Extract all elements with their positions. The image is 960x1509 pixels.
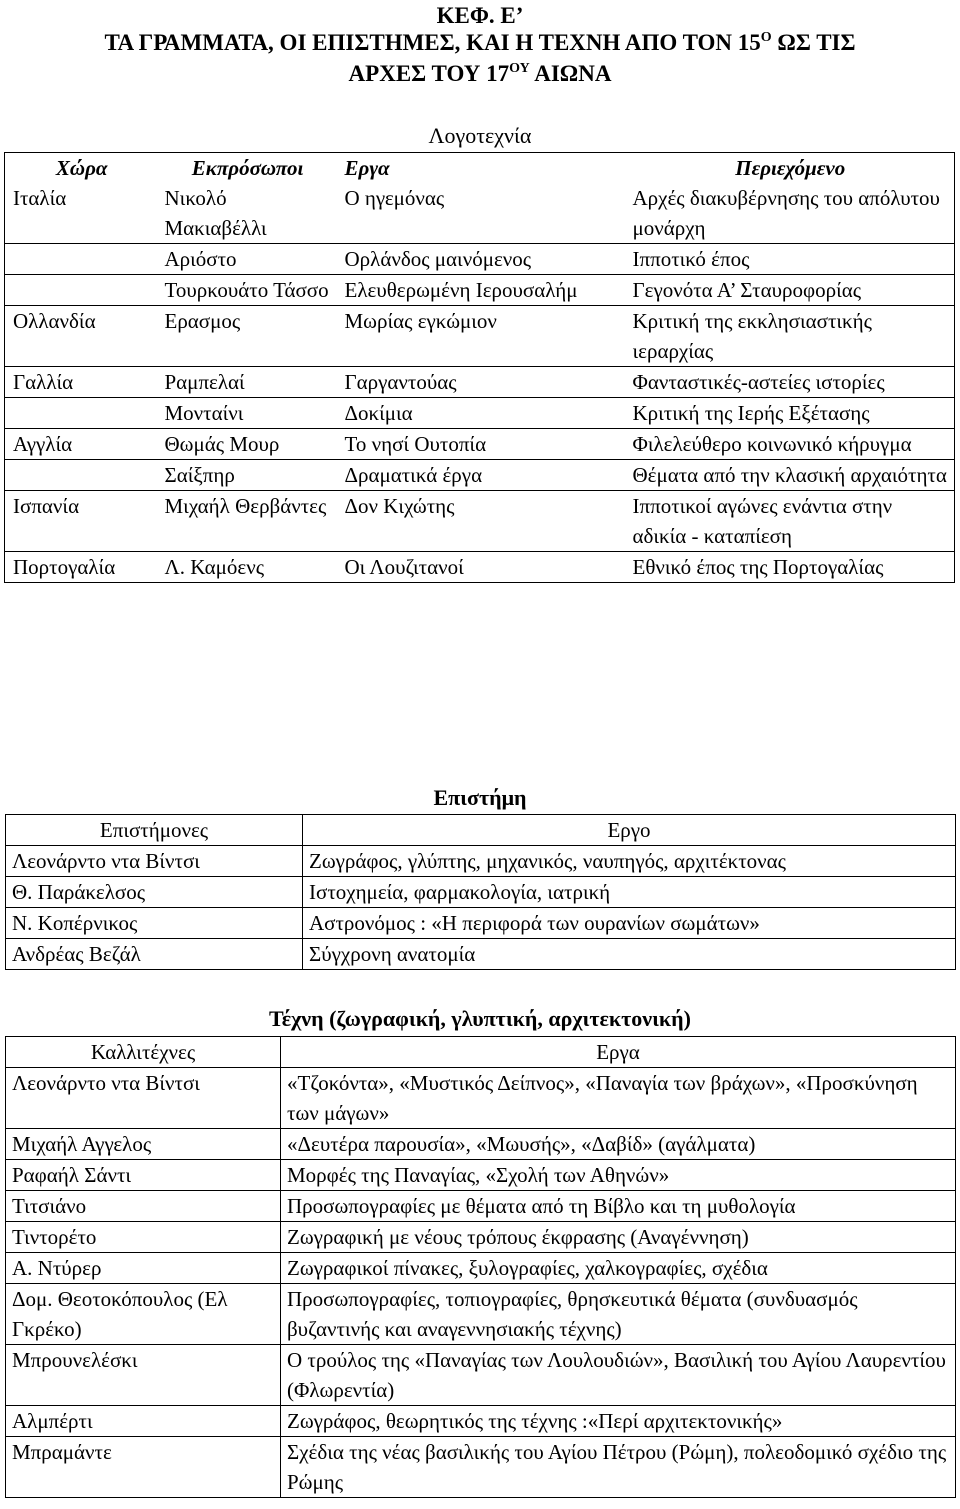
science-header-row: [6, 815, 956, 846]
column-header: Εργα: [281, 1037, 956, 1068]
cell-work: Σχέδια της νέας βασιλικής του Αγίου Πέτρου (Ρώμη), πολεοδομικό σχέδιο της Ρώμης: [281, 1437, 956, 1498]
table-row: [6, 1222, 956, 1253]
table-row: [5, 244, 955, 275]
cell-country: Ιταλία: [13, 186, 67, 210]
cell-work: Ελευθερωμένη Ιερουσαλήμ: [344, 278, 578, 302]
document-title-line2: ΑΡΧΕΣ ΤΟΥ $17^{O\Upsilon}$ ΑΙΩΝΑ: [348, 61, 612, 86]
science-table: [5, 814, 956, 970]
cell-rep: Μονταίνι: [164, 401, 244, 425]
cell-rep: Θωμάς Μουρ: [164, 432, 280, 456]
cell-content: Κριτική της εκκλησιαστικής ιεραρχίας: [632, 309, 872, 363]
chapter-label: ΚΕΦ. Ε’: [436, 3, 524, 28]
cell-country: [5, 244, 157, 275]
table-row: [6, 1345, 956, 1406]
cell-rep: Ερασμος: [164, 309, 241, 333]
table-row: [6, 877, 956, 908]
cell-work: Σύγχρονη ανατομία: [303, 939, 956, 970]
literature-table: [4, 152, 955, 583]
cell-work: Ζωγράφος, θεωρητικός της τέχνης :«Περί αρχιτεκτονικής»: [281, 1406, 956, 1437]
cell-work: Οι Λουζιτανοί: [344, 555, 464, 579]
cell-country: Ολλανδία: [13, 309, 96, 333]
cell-artist: Δομ. Θεοτοκόπουλος (Ελ Γκρέκο): [6, 1284, 281, 1345]
table-row: [6, 939, 956, 970]
cell-work: Δον Κιχώτης: [344, 494, 455, 518]
cell-work: Δοκίμια: [344, 401, 413, 425]
cell-work: «Τζοκόντα», «Μυστικός Δείπνος», «Παναγία των βράχων», «Προσκύνηση των μάγων»: [281, 1068, 956, 1129]
column-header: Καλλιτέχνες: [6, 1037, 281, 1068]
cell-work: «Δευτέρα παρουσία», «Μωυσής», «Δαβίδ» (αγάλματα): [281, 1129, 956, 1160]
cell-content: Εθνικό έπος της Πορτογαλίας: [632, 555, 884, 579]
cell-country: Αγγλία: [13, 432, 73, 456]
table-row: [6, 1437, 956, 1498]
cell-rep: Ραμπελαί: [164, 370, 245, 394]
table-row: [6, 1068, 956, 1129]
column-header: Χώρα: [55, 156, 108, 180]
cell-content: Γεγονότα Α’ Σταυροφορίας: [632, 278, 862, 302]
cell-work: Ζωγραφικοί πίνακες, ξυλογραφίες, χαλκογραφίες, σχέδια: [281, 1253, 956, 1284]
cell-rep: Αριόστο: [164, 247, 237, 271]
cell-rep: Λ. Καμόενς: [164, 555, 265, 579]
cell-scientist: Λεονάρντο ντα Βίντσι: [6, 846, 303, 877]
table-row: [6, 846, 956, 877]
cell-rep: Νικολό Μακιαβέλλι: [164, 186, 267, 240]
column-header: Εκπρόσωποι: [191, 156, 304, 180]
cell-work: Ιστοχημεία, φαρμακολογία, ιατρική: [303, 877, 956, 908]
cell-work: Γαργαντούας: [344, 370, 457, 394]
cell-country: Πορτογαλία: [13, 555, 116, 579]
cell-rep: Τουρκουάτο Τάσσο: [164, 278, 329, 302]
table-row: [6, 1160, 956, 1191]
cell-artist: Μιχαήλ Αγγελος: [6, 1129, 281, 1160]
cell-work: Ο τρούλος της «Παναγίας των Λουλουδιών», Βασιλική του Αγίου Λαυρεντίου (Φλωρεντία): [281, 1345, 956, 1406]
literature-section-title: Λογοτεχνία: [428, 123, 532, 148]
table-row: [5, 275, 955, 306]
art-section-title: Τέχνη (ζωγραφική, γλυπτική, αρχιτεκτονική): [269, 1006, 691, 1031]
column-header: Εργα: [344, 156, 390, 180]
table-row: [5, 398, 955, 429]
column-header: Περιεχόμενο: [735, 156, 846, 180]
cell-work: Ο ηγεμόνας: [344, 186, 445, 210]
cell-scientist: Ν. Κοπέρνικος: [6, 908, 303, 939]
cell-content: Φανταστικές-αστείες ιστορίες: [632, 370, 885, 394]
cell-country: [5, 275, 157, 306]
cell-artist: Μπρουνελέσκι: [6, 1345, 281, 1406]
cell-work: Προσωπογραφίες, τοπιογραφίες, θρησκευτικά θέματα (συνδυασμός βυζαντινής και αναγεννησιακής τέχνης): [281, 1284, 956, 1345]
cell-artist: Τιτσιάνο: [6, 1191, 281, 1222]
cell-work: Δραματικά έργα: [344, 463, 483, 487]
table-row: [5, 183, 955, 244]
table-row: [5, 552, 955, 583]
cell-rep: Μιχαήλ Θερβάντες: [164, 494, 327, 518]
table-row: [6, 1253, 956, 1284]
table-row: [6, 908, 956, 939]
cell-artist: Λεονάρντο ντα Βίντσι: [6, 1068, 281, 1129]
column-header: Επιστήμονες: [6, 815, 303, 846]
art-table: [5, 1036, 956, 1498]
art-header-row: [6, 1037, 956, 1068]
cell-scientist: Ανδρέας Βεζάλ: [6, 939, 303, 970]
cell-content: Θέματα από την κλασική αρχαιότητα: [632, 463, 947, 487]
cell-country: Ισπανία: [13, 494, 80, 518]
cell-artist: Αλμπέρτι: [6, 1406, 281, 1437]
column-header: Εργο: [303, 815, 956, 846]
cell-work: Μορφές της Παναγίας, «Σχολή των Αθηνών»: [281, 1160, 956, 1191]
cell-work: Ζωγραφική με νέους τρόπους έκφρασης (Αναγέννηση): [281, 1222, 956, 1253]
table-row: [6, 1284, 956, 1345]
cell-work: Μωρίας εγκώμιον: [344, 309, 497, 333]
table-row: [5, 306, 955, 367]
table-row: [6, 1129, 956, 1160]
cell-content: Ιπποτικό έπος: [632, 247, 750, 271]
science-section-title: Επιστήμη: [433, 785, 527, 810]
cell-work: Το νησί Ουτοπία: [344, 432, 487, 456]
cell-artist: Τιντορέτο: [6, 1222, 281, 1253]
cell-artist: Α. Ντύρερ: [6, 1253, 281, 1284]
cell-work: Προσωπογραφίες με θέματα από τη Βίβλο και τη μυθολογία: [281, 1191, 956, 1222]
cell-content: Φιλελεύθερο κοινωνικό κήρυγμα: [632, 432, 912, 456]
table-row: [5, 367, 955, 398]
literature-header-row: [5, 153, 955, 184]
cell-content: Αρχές διακυβέρνησης του απόλυτου μονάρχη: [632, 186, 940, 240]
table-row: [5, 460, 955, 491]
cell-work: Αστρονόμος : «Η περιφορά των ουρανίων σωμάτων»: [303, 908, 956, 939]
cell-country: [5, 398, 157, 429]
cell-content: Ιπποτικοί αγώνες ενάντια στην αδικία - καταπίεση: [632, 494, 893, 548]
document-title-line1: ΤΑ ΓΡΑΜΜΑΤΑ, ΟΙ ΕΠΙΣΤΗΜΕΣ, ΚΑΙ Η ΤΕΧΝΗ ΑΠΟ ΤΟΝ $15^O$ ΩΣ ΤΙΣ: [104, 30, 856, 55]
table-row: [6, 1406, 956, 1437]
cell-rep: Σαίξπηρ: [164, 463, 235, 487]
table-row: [5, 429, 955, 460]
cell-scientist: Θ. Παράκελσος: [6, 877, 303, 908]
table-row: [6, 1191, 956, 1222]
cell-artist: Ραφαήλ Σάντι: [6, 1160, 281, 1191]
cell-work: Ορλάνδος μαινόμενος: [344, 247, 532, 271]
cell-work: Ζωγράφος, γλύπτης, μηχανικός, ναυπηγός, αρχιτέκτονας: [303, 846, 956, 877]
cell-content: Κριτική της Ιερής Εξέτασης: [632, 401, 870, 425]
cell-country: [5, 460, 157, 491]
table-row: [5, 491, 955, 552]
cell-country: Γαλλία: [13, 370, 74, 394]
cell-artist: Μπραμάντε: [6, 1437, 281, 1498]
